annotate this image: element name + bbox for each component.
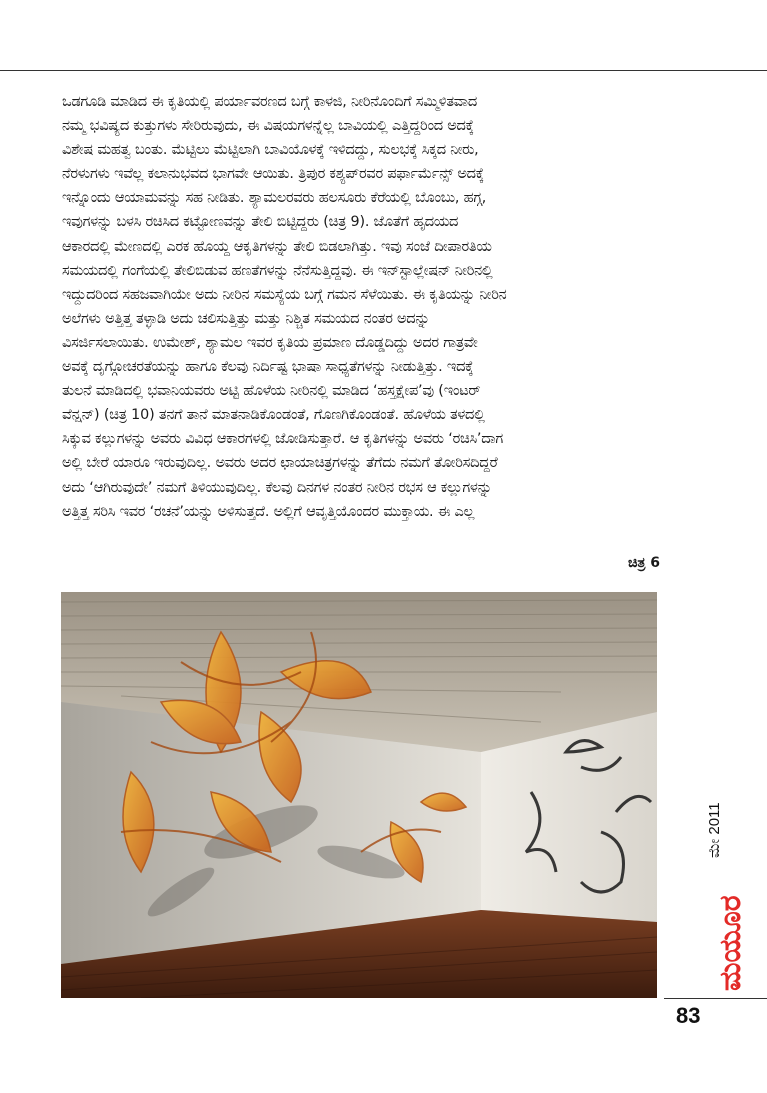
figure-caption: ಚಿತ್ರ 6 (627, 555, 660, 571)
article-line: ತುಲನೆ ಮಾಡಿದಲ್ಲಿ ಭವಾನಿಯವರು ಅಟ್ಟಿ ಹೊಳೆಯ ನೀರಿನಲ್ಲಿ ಮಾಡಿದ ‘ಹಸ್ತಕ್ಷೇಪ’ವು (ಇಂಟರ್ (62, 383, 481, 400)
article-line: ಅಲ್ಲಿ ಬೇರೆ ಯಾರೂ ಇರುವುದಿಲ್ಲ. ಅವರು ಅದರ ಛಾಯಾಚಿತ್ರಗಳನ್ನು ತೆಗೆದು ನಮಗೆ ತೋರಿಸದಿದ್ದರೆ (62, 455, 498, 472)
article-line: ಅತ್ತಿತ್ತ ಸರಿಸಿ ಇವರ ‘ರಚನೆ’ಯನ್ನು ಅಳಿಸುತ್ತದೆ. ಅಲ್ಲಿಗೆ ಆವೃತ್ತಿಯೊಂದರ ಮುಕ್ತಾಯ. ಈ ಎಲ್ಲ (62, 503, 475, 520)
article-line: ನಮ್ಮ ಭವಿಷ್ಯದ ಕುತ್ತುಗಳು ಸೇರಿರುವುದು, ಈ ವಿಷಯಗಳನ್ನೆಲ್ಲ ಬಾವಿಯಲ್ಲಿ ಎತ್ತಿದ್ದರಿಂದ ಅದಕ್ಕೆ (62, 118, 474, 135)
article-line: ಇವುಗಳನ್ನು ಬಳಸಿ ರಚಿಸಿದ ಕಟ್ಟೋಣವನ್ನು ತೇಲಿ ಬಿಟ್ಟಿದ್ದರು (ಚಿತ್ರ 9). ಜೊತೆಗೆ ಹೃದಯದ (62, 214, 459, 231)
article-line: ವಿಸರ್ಜಿಸಲಾಯಿತು. ಉಮೇಶ್, ಶ್ಯಾಮಲ ಇವರ ಕೃತಿಯ ಪ್ರಮಾಣ ದೊಡ್ಡದಿದ್ದು ಅದರ ಗಾತ್ರವೇ (62, 334, 478, 351)
article-body (62, 90, 662, 524)
article-line: ಆಕಾರದಲ್ಲಿ ಮೇಣದಲ್ಲಿ ಎರಕ ಹೊಯ್ದ ಆಕೃತಿಗಳನ್ನು ತೇಲಿ ಬಿಡಲಾಗಿತ್ತು. ಇವು ಸಂಜೆ ದೀಪಾರತಿಯ (62, 238, 492, 255)
installation-photo (61, 592, 657, 998)
article-line: ಅಲೆಗಳು ಅತ್ತಿತ್ತ ತಳ್ಳಾಡಿ ಅದು ಚಲಿಸುತ್ತಿತ್ತು ಮತ್ತು ನಿಶ್ಚಿತ ಸಮಯದ ನಂತರ ಅದನ್ನು (62, 310, 430, 327)
magazine-logo: ಮಯೂರ (713, 895, 748, 991)
article-line: ವಿಶೇಷ ಮಹತ್ವ ಬಂತು. ಮೆಟ್ಟಿಲು ಮೆಟ್ಟಿಲಾಗಿ ಬಾವಿಯೊಳಕ್ಕೆ ಇಳಿದದ್ದು, ಸುಲಭಕ್ಕೆ ಸಿಕ್ಕದ ನೀರು, (62, 142, 479, 159)
article-line: ಇನ್ನೊಂದು ಆಯಾಮವನ್ನು ಸಹ ನೀಡಿತು. ಶ್ಯಾಮಲರವರು ಹಲಸೂರು ಕೆರೆಯಲ್ಲಿ ಬೊಂಬು, ಹಗ್ಗ, (62, 190, 487, 207)
article-line: ವೆನ್ಷನ್) (ಚಿತ್ರ 10) ತನಗೆ ತಾನೆ ಮಾತನಾಡಿಕೊಂಡಂತೆ, ಗೊಣಗಿಕೊಂಡಂತೆ. ಹೊಳೆಯ ತಳದಲ್ಲಿ (62, 407, 485, 424)
page-number: 83 (676, 1003, 701, 1028)
article-line: ನೆರಳುಗಳು ಇವೆಲ್ಲ ಕಲಾನುಭವದ ಭಾಗವೇ ಆಯಿತು. ತ್ರಿಪುರ ಕಶ್ಯಪ್‌ರವರ ಪರ್ಫಾರ್ಮೆನ್ಸ್ ಅದಕ್ಕೆ (62, 166, 484, 183)
article-line: ಒಡಗೂಡಿ ಮಾಡಿದ ಈ ಕೃತಿಯಲ್ಲಿ ಪರ್ಯಾವರಣದ ಬಗ್ಗೆ ಕಾಳಜಿ, ನೀರಿನೊಂದಿಗೆ ಸಮ್ಮಿಳಿತವಾದ (62, 94, 477, 110)
article-line: ಸಮಯದಲ್ಲಿ ಗಂಗೆಯಲ್ಲಿ ತೇಲಿಬಿಡುವ ಹಣತೆಗಳನ್ನು ನೆನೆಸುತ್ತಿದ್ದವು. ಈ ಇನ್‌ಸ್ಟಾಲ್ಲೇಷನ್ ನೀರಿನಲ್ಲಿ (62, 262, 493, 279)
issue-date: ಮೇ 2011 (706, 802, 723, 858)
article-line: ಅದು ‘ಆಗಿರುವುದೇ’ ನಮಗೆ ತಿಳಿಯುವುದಿಲ್ಲ. ಕೆಲವು ದಿನಗಳ ನಂತರ ನೀರಿನ ರಭಸ ಆ ಕಲ್ಲುಗಳನ್ನು (62, 479, 492, 496)
article-line: ಅವಕ್ಕೆ ದೃಗ್ಗೋಚರತೆಯನ್ನು ಹಾಗೂ ಕೆಲವು ನಿರ್ದಿಷ್ಟ ಭಾಷಾ ಸಾಧ್ಯತೆಗಳನ್ನು ನೀಡುತ್ತಿತ್ತು. ಇದಕ್ಕೆ (62, 359, 474, 376)
article-line: ಇದ್ದುದರಿಂದ ಸಹಜವಾಗಿಯೇ ಅದು ನೀರಿನ ಸಮಸ್ಯೆಯ ಬಗ್ಗೆ ಗಮನ ಸೆಳೆಯಿತು. ಈ ಕೃತಿಯನ್ನು ನೀರಿನ (62, 286, 507, 303)
article-line: ಸಿಕ್ಕುವ ಕಲ್ಲುಗಳನ್ನು ಅವರು ವಿವಿಧ ಆಕಾರಗಳಲ್ಲಿ ಜೋಡಿಸುತ್ತಾರೆ. ಆ ಕೃತಿಗಳನ್ನು ಅವರು ‘ರಚಿಸಿ’ದಾಗ (62, 431, 504, 448)
header-rule (0, 70, 767, 71)
footer-rule (664, 998, 767, 999)
